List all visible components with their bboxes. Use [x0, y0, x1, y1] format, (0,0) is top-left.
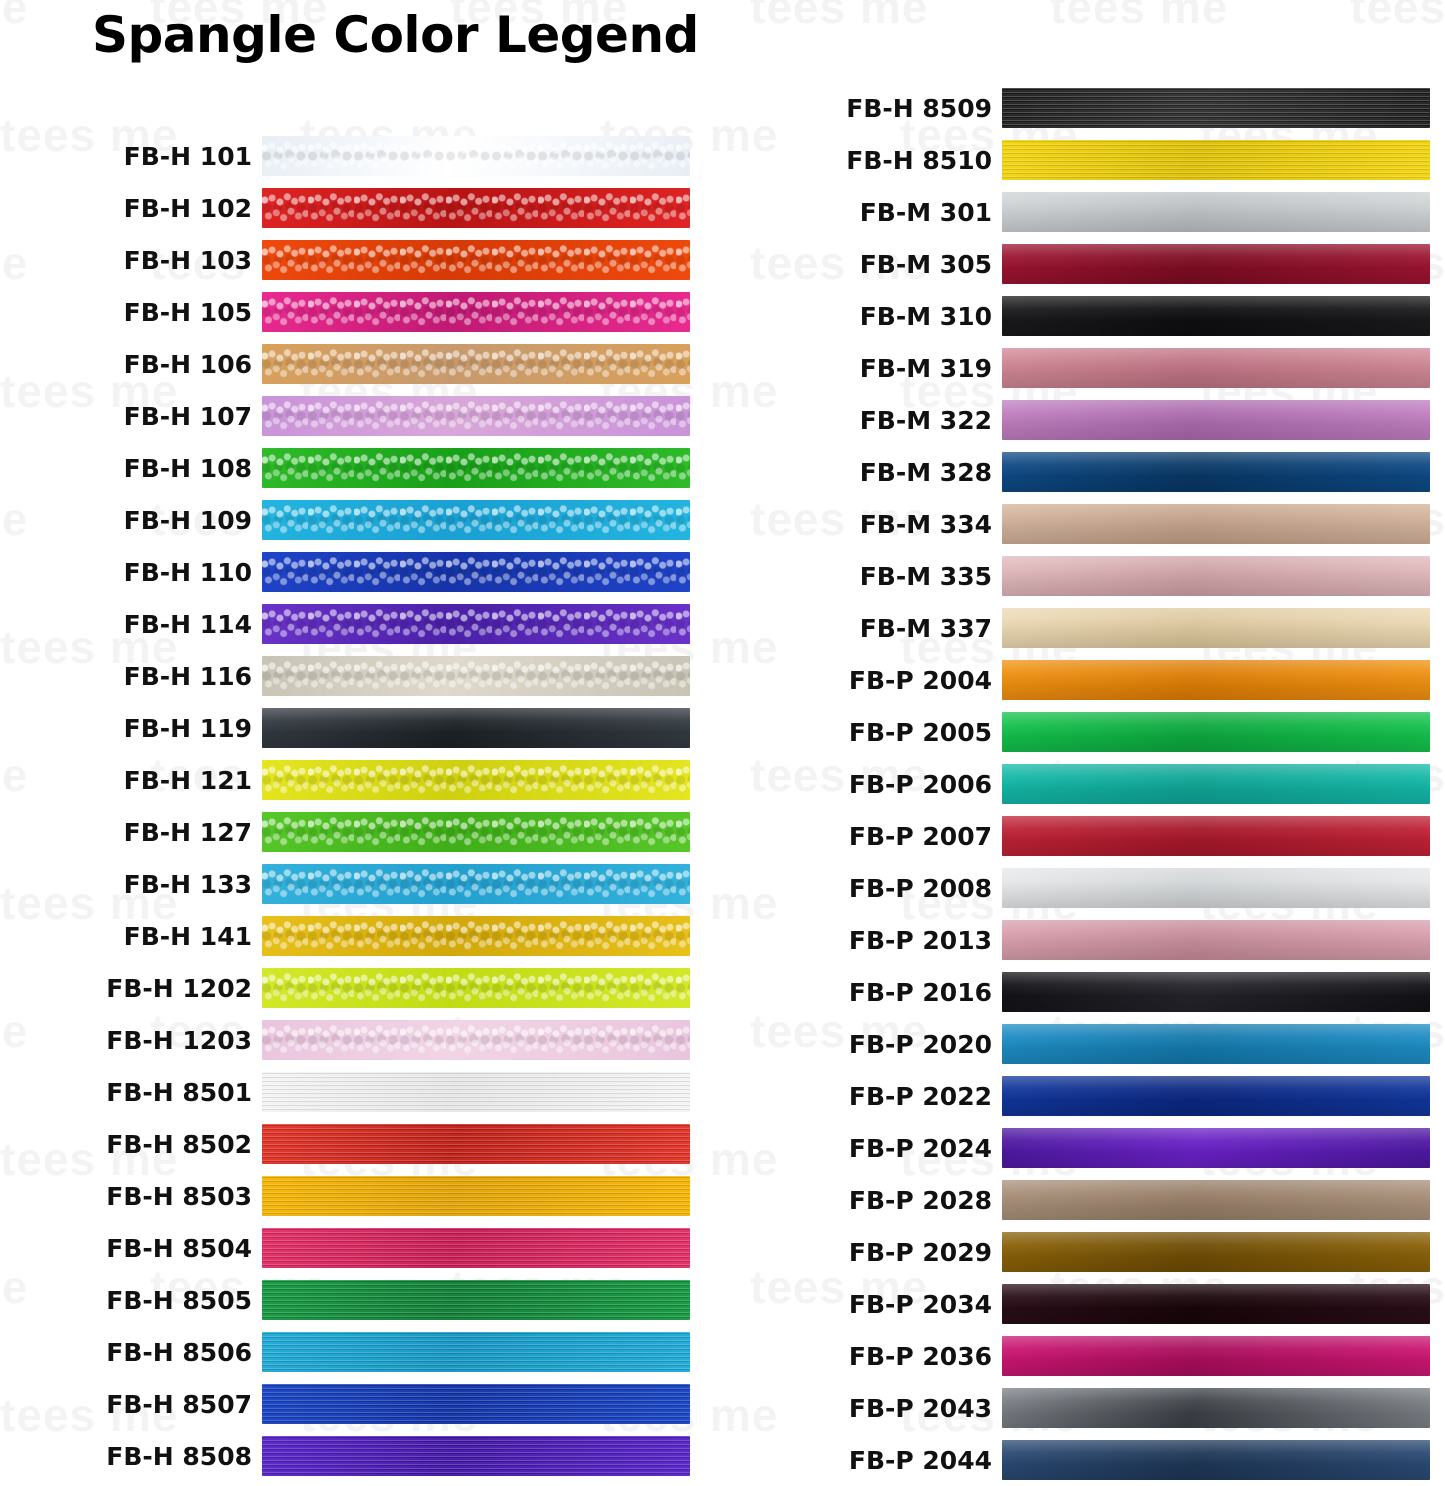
swatch-code-label: FB-H 110 [123, 557, 252, 587]
swatch-code-label: FB-M 337 [859, 613, 992, 643]
swatch-row [740, 238, 1430, 290]
swatch-row [740, 446, 1430, 498]
swatch-color-bar [1002, 660, 1430, 700]
swatch-code-label: FB-H 8505 [106, 1285, 252, 1315]
swatch-color-bar [262, 864, 690, 904]
swatch-color-bar [262, 760, 690, 800]
swatch-row [0, 390, 690, 442]
swatch-row [740, 134, 1430, 186]
swatch-code-label: FB-P 2016 [848, 977, 992, 1007]
swatch-code-label: FB-H 8509 [846, 93, 992, 123]
swatch-color-bar [262, 1228, 690, 1268]
swatch-color-bar [262, 812, 690, 852]
swatch-row [740, 862, 1430, 914]
swatch-code-label: FB-M 301 [859, 197, 992, 227]
swatch-color-bar [1002, 504, 1430, 544]
swatch-code-label: FB-H 114 [123, 609, 252, 639]
swatch-row [740, 1122, 1430, 1174]
swatch-code-label: FB-M 335 [859, 561, 992, 591]
swatch-row [740, 1226, 1430, 1278]
swatch-color-bar [262, 1020, 690, 1060]
swatch-code-label: FB-H 107 [123, 401, 252, 431]
swatch-row [740, 1278, 1430, 1330]
swatch-color-bar [1002, 192, 1430, 232]
swatch-row [740, 810, 1430, 862]
swatch-color-bar [262, 188, 690, 228]
swatch-row [740, 1382, 1430, 1434]
swatch-row [0, 962, 690, 1014]
swatch-color-bar [262, 1436, 690, 1476]
swatch-color-bar [262, 604, 690, 644]
swatch-code-label: FB-P 2004 [848, 665, 992, 695]
swatch-row [740, 498, 1430, 550]
swatch-code-label: FB-H 8510 [846, 145, 992, 175]
swatch-row [0, 754, 690, 806]
swatch-color-bar [1002, 1284, 1430, 1324]
swatch-code-label: FB-P 2008 [848, 873, 992, 903]
swatch-color-bar [262, 396, 690, 436]
swatch-color-bar [262, 656, 690, 696]
swatch-row [0, 1066, 690, 1118]
swatch-code-label: FB-H 109 [123, 505, 252, 535]
swatch-code-label: FB-P 2044 [848, 1445, 992, 1475]
swatch-code-label: FB-H 8503 [106, 1181, 252, 1211]
swatch-row [740, 550, 1430, 602]
swatch-row [0, 1222, 690, 1274]
swatch-row [740, 394, 1430, 446]
swatch-code-label: FB-M 328 [859, 457, 992, 487]
swatch-color-bar [262, 1280, 690, 1320]
swatch-code-label: FB-P 2020 [848, 1029, 992, 1059]
swatch-code-label: FB-H 108 [123, 453, 252, 483]
swatch-code-label: FB-P 2043 [848, 1393, 992, 1423]
swatch-row [740, 966, 1430, 1018]
swatch-row [740, 914, 1430, 966]
swatch-row [0, 650, 690, 702]
swatch-color-bar [1002, 556, 1430, 596]
swatch-color-bar [1002, 608, 1430, 648]
swatch-color-bar [1002, 1076, 1430, 1116]
swatch-row [0, 494, 690, 546]
swatch-color-bar [1002, 348, 1430, 388]
swatch-color-bar [262, 916, 690, 956]
swatch-code-label: FB-P 2036 [848, 1341, 992, 1371]
swatch-row [0, 1274, 690, 1326]
swatch-column-right [740, 82, 1430, 1486]
watermark-text [1350, 0, 1445, 34]
swatch-code-label: FB-H 8501 [106, 1077, 252, 1107]
swatch-code-label: FB-H 8506 [106, 1337, 252, 1367]
swatch-code-label: FB-H 141 [123, 921, 252, 951]
swatch-color-bar [1002, 816, 1430, 856]
swatch-color-bar [1002, 920, 1430, 960]
page-title: Spangle Color Legend [92, 6, 699, 64]
swatch-color-bar [262, 968, 690, 1008]
swatch-code-label: FB-P 2034 [848, 1289, 992, 1319]
swatch-row [740, 602, 1430, 654]
swatch-code-label: FB-H 116 [123, 661, 252, 691]
swatch-row [0, 1118, 690, 1170]
swatch-code-label: FB-H 103 [123, 245, 252, 275]
swatch-row [0, 1014, 690, 1066]
swatch-row [740, 1070, 1430, 1122]
swatch-color-bar [262, 552, 690, 592]
swatch-code-label: FB-P 2024 [848, 1133, 992, 1163]
swatch-row [740, 654, 1430, 706]
swatch-row [740, 706, 1430, 758]
swatch-code-label: FB-H 102 [123, 193, 252, 223]
swatch-color-bar [1002, 868, 1430, 908]
swatch-row [740, 186, 1430, 238]
swatch-color-bar [262, 1332, 690, 1372]
swatch-row [0, 1170, 690, 1222]
swatch-row [0, 1430, 690, 1482]
swatch-color-bar [1002, 244, 1430, 284]
swatch-row [740, 342, 1430, 394]
swatch-code-label: FB-H 1202 [106, 973, 252, 1003]
swatch-code-label: FB-H 121 [123, 765, 252, 795]
swatch-code-label: FB-H 8507 [106, 1389, 252, 1419]
swatch-color-bar [1002, 1336, 1430, 1376]
swatch-color-bar [1002, 1024, 1430, 1064]
swatch-row [0, 286, 690, 338]
swatch-code-label: FB-H 8502 [106, 1129, 252, 1159]
swatch-code-label: FB-H 8508 [106, 1441, 252, 1471]
swatch-code-label: FB-H 127 [123, 817, 252, 847]
swatch-row [0, 702, 690, 754]
swatch-code-label: FB-M 334 [859, 509, 992, 539]
swatch-row [740, 82, 1430, 134]
swatch-code-label: FB-P 2022 [848, 1081, 992, 1111]
watermark-text [0, 0, 28, 34]
swatch-row [740, 290, 1430, 342]
swatch-color-bar [262, 500, 690, 540]
swatch-code-label: FB-P 2029 [848, 1237, 992, 1267]
swatch-color-bar [1002, 1232, 1430, 1272]
swatch-color-bar [262, 136, 690, 176]
swatch-code-label: FB-P 2013 [848, 925, 992, 955]
swatch-row [0, 182, 690, 234]
swatch-row [740, 758, 1430, 810]
swatch-column-left [0, 130, 690, 1482]
swatch-row [0, 442, 690, 494]
swatch-color-bar [1002, 1388, 1430, 1428]
swatch-color-bar [262, 1072, 690, 1112]
swatch-row [0, 1326, 690, 1378]
swatch-row [0, 910, 690, 962]
swatch-row [740, 1434, 1430, 1486]
swatch-code-label: FB-P 2005 [848, 717, 992, 747]
swatch-row [0, 130, 690, 182]
swatch-row [740, 1174, 1430, 1226]
swatch-color-bar [262, 448, 690, 488]
swatch-color-bar [1002, 1128, 1430, 1168]
swatch-code-label: FB-H 1203 [106, 1025, 252, 1055]
swatch-color-bar [1002, 296, 1430, 336]
swatch-code-label: FB-H 106 [123, 349, 252, 379]
watermark-text [750, 0, 928, 34]
swatch-color-bar [1002, 1440, 1430, 1480]
swatch-code-label: FB-H 105 [123, 297, 252, 327]
swatch-color-bar [1002, 972, 1430, 1012]
swatch-color-bar [1002, 712, 1430, 752]
swatch-row [0, 1378, 690, 1430]
swatch-color-bar [262, 708, 690, 748]
swatch-color-bar [262, 1384, 690, 1424]
swatch-code-label: FB-M 310 [859, 301, 992, 331]
swatch-color-bar [262, 1124, 690, 1164]
swatch-color-bar [1002, 452, 1430, 492]
swatch-code-label: FB-M 305 [859, 249, 992, 279]
swatch-color-bar [1002, 764, 1430, 804]
swatch-row [740, 1330, 1430, 1382]
swatch-color-bar [262, 344, 690, 384]
swatch-row [0, 598, 690, 650]
swatch-code-label: FB-P 2006 [848, 769, 992, 799]
swatch-color-bar [1002, 140, 1430, 180]
watermark-text [1050, 0, 1228, 34]
swatch-row [0, 806, 690, 858]
swatch-code-label: FB-P 2028 [848, 1185, 992, 1215]
swatch-code-label: FB-M 322 [859, 405, 992, 435]
swatch-code-label: FB-H 133 [123, 869, 252, 899]
swatch-code-label: FB-P 2007 [848, 821, 992, 851]
swatch-color-bar [262, 292, 690, 332]
swatch-color-bar [1002, 400, 1430, 440]
swatch-row [0, 546, 690, 598]
swatch-code-label: FB-H 119 [123, 713, 252, 743]
swatch-row [740, 1018, 1430, 1070]
swatch-row [0, 858, 690, 910]
swatch-color-bar [1002, 1180, 1430, 1220]
swatch-row [0, 234, 690, 286]
swatch-code-label: FB-M 319 [859, 353, 992, 383]
swatch-color-bar [262, 240, 690, 280]
swatch-row [0, 338, 690, 390]
swatch-color-bar [262, 1176, 690, 1216]
swatch-code-label: FB-H 101 [123, 141, 252, 171]
swatch-code-label: FB-H 8504 [106, 1233, 252, 1263]
swatch-color-bar [1002, 88, 1430, 128]
